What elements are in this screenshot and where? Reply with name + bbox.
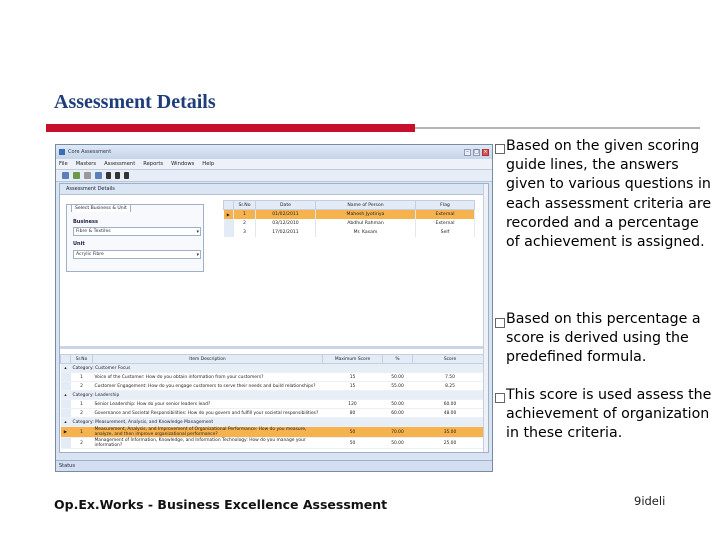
bullet-text-3: This score is used assess the achievement of organization in these criteria. xyxy=(506,387,712,442)
category-label: Category: Measurement, Analysis, and Knowledge Management xyxy=(71,418,488,427)
business-select[interactable] xyxy=(73,227,201,236)
vertical-scrollbar[interactable] xyxy=(483,184,488,452)
cell-score: 25.00 xyxy=(413,438,488,449)
cell-name: Abdhul Rahman xyxy=(316,219,416,228)
cell-sr: 2 xyxy=(234,219,256,228)
column-header[interactable]: Name of Person xyxy=(316,201,416,210)
cell-max-score: 80 xyxy=(323,409,383,418)
table-row[interactable] xyxy=(61,438,488,449)
assessment-list-grid xyxy=(223,200,475,237)
cell-max-score: 15 xyxy=(323,373,383,382)
cell-sr: 2 xyxy=(71,382,93,391)
category-label: Category: Leadership xyxy=(71,391,488,400)
menu-help[interactable]: Help xyxy=(202,161,215,167)
grid-corner xyxy=(61,355,71,364)
grid-corner xyxy=(224,201,234,210)
bullet-icon xyxy=(495,318,505,328)
category-row[interactable] xyxy=(61,391,488,400)
cell-percent[interactable]: 55.00 xyxy=(383,382,413,391)
table-row[interactable] xyxy=(224,210,475,219)
cell-score: 35.00 xyxy=(413,427,488,438)
bullet-icon xyxy=(495,393,505,403)
cell-sr: 2 xyxy=(71,438,93,449)
cell-description: Voice of the Customer: How do you obtain information from your customers? xyxy=(93,373,323,382)
cell-description: Governance and Societal Responsibilities: How do you govern and fulfill your societal responsibilities? xyxy=(93,409,323,418)
bullet-text-1: Based on the given scoring guide lines, the answers given to various questions in each assessment criteria are recorded and a percentage of achievement is assigned. xyxy=(506,138,712,251)
table-row[interactable] xyxy=(61,427,488,438)
cell-sr: 3 xyxy=(234,228,256,237)
title-underline-gray xyxy=(415,127,700,129)
next-record-icon[interactable] xyxy=(115,172,120,179)
chevron-down-icon[interactable]: ▾ xyxy=(196,252,199,258)
cell-score: 60.00 xyxy=(413,400,488,409)
table-row[interactable] xyxy=(61,373,488,382)
business-value: Fibre & Textiles xyxy=(76,229,111,234)
column-header[interactable]: % xyxy=(383,355,413,364)
table-row[interactable] xyxy=(61,409,488,418)
previous-record-icon[interactable] xyxy=(106,172,111,179)
business-label: Business xyxy=(73,219,98,225)
footer-title: Op.Ex.Works - Business Excellence Assessment xyxy=(54,497,388,512)
cell-sr: 1 xyxy=(71,373,93,382)
column-header[interactable]: Sr.No xyxy=(234,201,256,210)
cell-sr: 1 xyxy=(71,400,93,409)
column-header[interactable]: Flag xyxy=(416,201,475,210)
menu-windows[interactable]: Windows xyxy=(171,161,195,167)
row-selector-icon: ▶ xyxy=(224,210,234,219)
minimize-icon[interactable]: – xyxy=(464,149,471,156)
cell-score: 48.00 xyxy=(413,409,488,418)
footer-page-label: 9ideli xyxy=(634,494,666,508)
cell-percent[interactable]: 50.00 xyxy=(383,438,413,449)
panel-title: Assessment Details xyxy=(60,184,488,195)
table-row[interactable] xyxy=(61,382,488,391)
row-selector xyxy=(224,219,234,228)
app-screenshot xyxy=(55,144,493,472)
cell-date: 17/02/2011 xyxy=(256,228,316,237)
cell-description: Management of Information, Knowledge, and Information Technology: How do you manage your information? xyxy=(93,438,323,449)
menu-assessment[interactable]: Assessment xyxy=(104,161,136,167)
cell-sr: 1 xyxy=(71,427,93,438)
row-selector xyxy=(61,438,71,449)
category-row[interactable] xyxy=(61,364,488,373)
cell-date: 01/02/2011 xyxy=(256,210,316,219)
table-row[interactable] xyxy=(224,228,475,237)
cell-flag: External xyxy=(416,219,475,228)
slide-title: Assessment Details xyxy=(54,91,216,113)
cell-description: Customer Engagement: How do you engage customers to serve their needs and build relationships? xyxy=(93,382,323,391)
column-header[interactable]: Date xyxy=(256,201,316,210)
category-label: Category: Customer Focus xyxy=(71,364,488,373)
bullet-icon xyxy=(495,144,505,154)
bullet-text-2: Based on this percentage a score is derived using the predefined formula. xyxy=(506,311,701,366)
assessment-details-panel xyxy=(59,183,489,453)
cell-name: Mahesh Jyotiriya xyxy=(316,210,416,219)
row-selector xyxy=(61,409,71,418)
app-window-title: Core Assessment xyxy=(68,149,112,155)
assessment-items-grid xyxy=(60,354,488,449)
cell-max-score: 50 xyxy=(323,427,383,438)
cell-percent[interactable]: 50.00 xyxy=(383,400,413,409)
cell-max-score: 15 xyxy=(323,382,383,391)
collapse-icon[interactable]: ▴ xyxy=(61,364,71,373)
cell-name: Mr. Kasam xyxy=(316,228,416,237)
cell-sr: 2 xyxy=(71,409,93,418)
title-underline-red xyxy=(46,124,415,132)
menu-file[interactable]: File xyxy=(59,161,68,167)
column-header[interactable]: Item Description xyxy=(93,355,323,364)
status-bar: Status xyxy=(56,460,492,471)
cell-percent[interactable]: 50.00 xyxy=(383,373,413,382)
first-record-icon[interactable] xyxy=(95,172,102,179)
cell-score: 7.50 xyxy=(413,373,488,382)
app-titlebar xyxy=(56,145,492,159)
maximize-icon[interactable]: □ xyxy=(474,148,479,155)
close-icon[interactable]: × xyxy=(483,148,488,155)
row-selector xyxy=(61,373,71,382)
row-selector xyxy=(61,400,71,409)
table-row[interactable] xyxy=(61,400,488,409)
business-unit-filter xyxy=(66,204,204,272)
row-selector xyxy=(224,228,234,237)
cell-max-score: 50 xyxy=(323,438,383,449)
chevron-down-icon[interactable]: ▾ xyxy=(196,229,199,235)
category-row[interactable] xyxy=(61,418,488,427)
cell-description: Measurement, Analysis, and Improvement of Organizational Performance: How do you measure, analyze, and then improve organizational performance? xyxy=(93,427,323,438)
last-record-icon[interactable] xyxy=(124,172,129,179)
column-header[interactable]: Sr.No xyxy=(71,355,93,364)
unit-label: Unit xyxy=(73,241,85,247)
save-icon[interactable] xyxy=(73,172,80,179)
column-header[interactable]: Score xyxy=(413,355,488,364)
cell-sr: 1 xyxy=(234,210,256,219)
app-toolbar xyxy=(56,170,492,182)
cell-flag: Self xyxy=(416,228,475,237)
cell-percent[interactable]: 60.00 xyxy=(383,409,413,418)
menu-masters[interactable]: Masters xyxy=(75,161,97,167)
collapse-icon[interactable]: ▴ xyxy=(61,391,71,400)
cell-percent[interactable]: 70.00 xyxy=(383,427,413,438)
column-header[interactable]: Maximum Score xyxy=(323,355,383,364)
menu-reports[interactable]: Reports xyxy=(143,161,164,167)
app-menubar xyxy=(56,159,492,170)
cell-flag: External xyxy=(416,210,475,219)
row-selector-icon: ▶ xyxy=(61,427,71,438)
cell-max-score: 120 xyxy=(323,400,383,409)
cell-score: 8.25 xyxy=(413,382,488,391)
collapse-icon[interactable]: ▴ xyxy=(61,418,71,427)
splitter-handle[interactable] xyxy=(60,346,488,349)
unit-select[interactable] xyxy=(73,250,201,259)
app-icon xyxy=(59,149,65,155)
filter-tab[interactable]: Select Business & Unit xyxy=(71,204,131,212)
unit-value: Acrylic Fibre xyxy=(76,252,104,257)
delete-icon[interactable] xyxy=(84,172,91,179)
new-icon[interactable] xyxy=(62,172,69,179)
row-selector xyxy=(61,382,71,391)
cell-description: Senior Leadership: How do your senior leaders lead? xyxy=(93,400,323,409)
cell-date: 03/12/2010 xyxy=(256,219,316,228)
table-row[interactable] xyxy=(224,219,475,228)
